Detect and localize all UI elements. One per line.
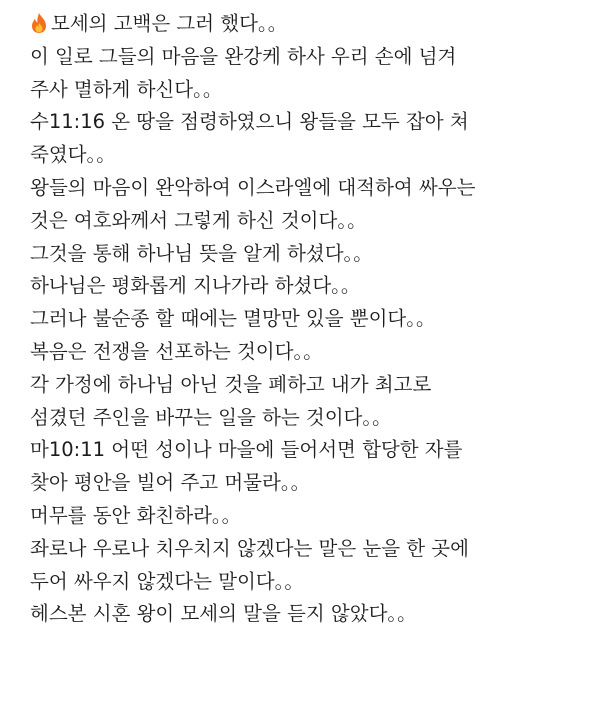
note-line-6: 왕들의 마음이 완악하여 이스라엘에 대적하여 싸우는 xyxy=(30,175,476,199)
note-line-7: 것은 여호와께서 그렇게 하신 것이다。。 xyxy=(30,208,367,232)
note-line-19: 헤스본 시혼 왕이 모세의 말을 듣지 않았다。。 xyxy=(30,602,417,626)
note-line-12: 각 가정에 하나님 아닌 것을 폐하고 내가 최고로 xyxy=(30,372,432,396)
note-line-15: 찾아 평안을 빌어 주고 머물라。。 xyxy=(30,471,311,495)
note-line-17: 좌로나 우로나 치우치지 않겠다는 말은 눈을 한 곳에 xyxy=(30,536,469,560)
note-line-1 xyxy=(30,8,590,41)
note-line-5: 죽였다。。 xyxy=(30,143,116,167)
note-line-13: 섬겼던 주인을 바꾸는 일을 하는 것이다。。 xyxy=(30,405,392,429)
note-line-8: 그것을 통해 하나님 뜻을 알게 하셨다。。 xyxy=(30,241,373,265)
note-line-10: 그러나 불순종 할 때에는 멸망만 있을 뿐이다。。 xyxy=(30,307,436,331)
note-line-1-text: 모세의 고백은 그러 했다。。 xyxy=(51,12,288,35)
note-line-16: 머무를 동안 화친하라。。 xyxy=(30,503,242,527)
fire-icon xyxy=(30,12,48,34)
note-line-2: 이 일로 그들의 마음을 완강케 하사 우리 손에 넘겨 xyxy=(30,44,457,68)
note-line-3: 주사 멸하게 하신다。。 xyxy=(30,77,223,101)
note-line-14: 마10:11 어떤 성이나 마을에 들어서면 합당한 자를 xyxy=(30,438,463,462)
note-line-9: 하나님은 평화롭게 지나가라 하셨다。。 xyxy=(30,274,361,298)
note-line-4: 수11:16 온 땅을 점령하였으니 왕들을 모두 잡아 쳐 xyxy=(30,110,469,134)
note-line-11: 복음은 전쟁을 선포하는 것이다。。 xyxy=(30,339,323,363)
note-line-18: 두어 싸우지 않겠다는 말이다。。 xyxy=(30,569,304,593)
